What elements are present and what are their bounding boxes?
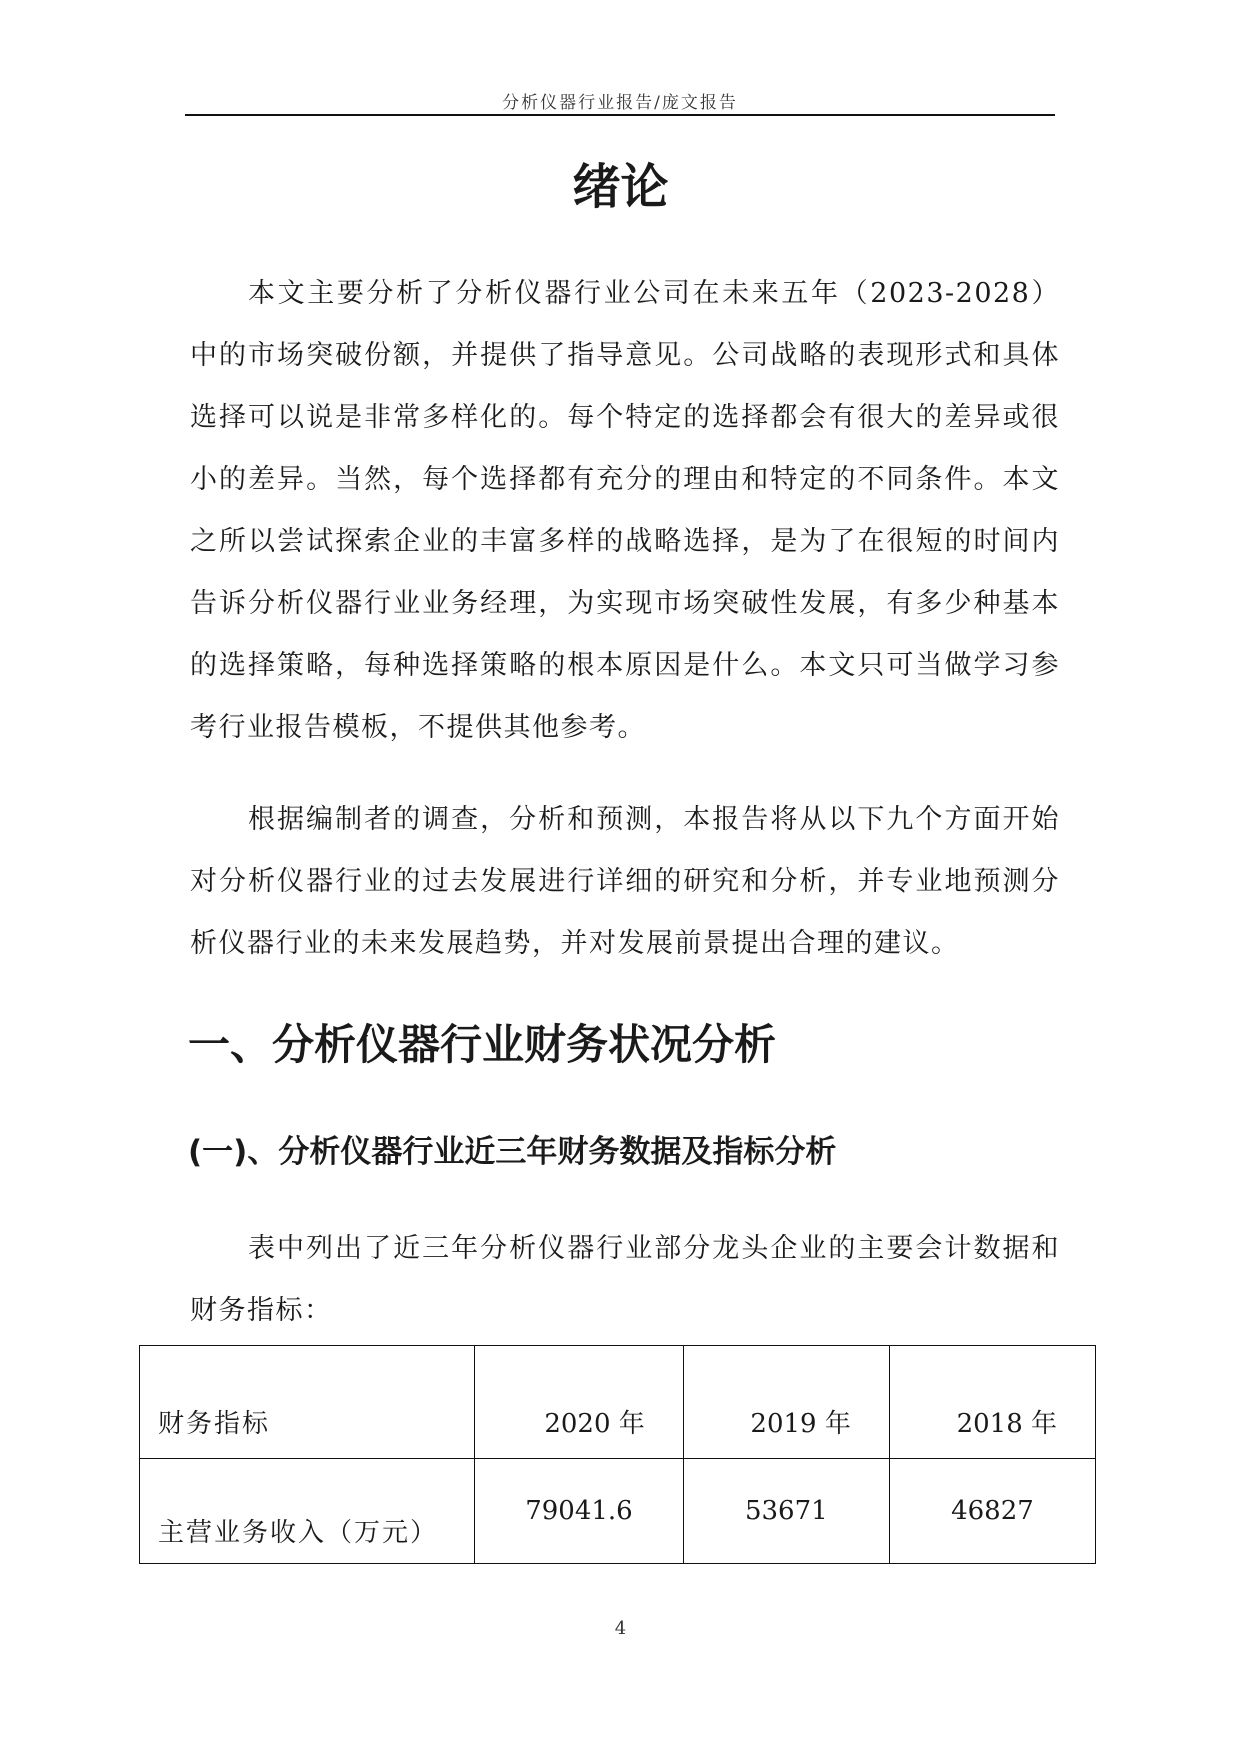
table-intro-paragraph: 表中列出了近三年分析仪器行业部分龙头企业的主要会计数据和财务指标： bbox=[190, 1233, 1060, 1326]
header-cell-2019: 2019 年 bbox=[683, 1346, 889, 1459]
header-cell-2020: 2020 年 bbox=[475, 1346, 684, 1459]
header-cell-2018: 2018 年 bbox=[889, 1346, 1095, 1459]
table-row bbox=[140, 1459, 1096, 1564]
row-cell-indicator: 主营业务收入（万元） bbox=[140, 1459, 475, 1564]
subsection-heading: (一)、分析仪器行业近三年财务数据及指标分析 bbox=[188, 1134, 837, 1170]
row-cell-2020: 79041.6 bbox=[475, 1459, 684, 1564]
intro-paragraph-1: 本文主要分析了分析仪器行业公司在未来五年（2023-2028）中的市场突破份额，并提供了指导意见。公司战略的表现形式和具体选择可以说是非常多样化的。每个特定的选择都会有很大的差异或很小的差异。当然，每个选择都有充分的理由和特定的不同条件。本文之所以尝试探索企业的丰富多样的战略选择，是为了在很短的时间内告诉分析仪器行业业务经理，为实现市场突破性发展，有多少种基本的选择策略，每种选择策略的根本原因是什么。本文只可当做学习参考行业报告模板，不提供其他参考。 bbox=[190, 278, 1060, 743]
row-cell-2018: 46827 bbox=[889, 1459, 1095, 1564]
table-header-row bbox=[140, 1346, 1096, 1459]
section-heading: 一、分析仪器行业财务状况分析 bbox=[188, 1020, 777, 1069]
chapter-title: 绪论 bbox=[572, 159, 669, 215]
header-cell-indicator: 财务指标 bbox=[140, 1346, 475, 1459]
page-number: 4 bbox=[614, 1618, 627, 1639]
row-cell-2019: 53671 bbox=[683, 1459, 889, 1564]
running-header: 分析仪器行业报告/庞文报告 bbox=[502, 93, 738, 113]
intro-paragraph-2: 根据编制者的调查，分析和预测，本报告将从以下九个方面开始对分析仪器行业的过去发展进行详细的研究和分析，并专业地预测分析仪器行业的未来发展趋势，并对发展前景提出合理的建议。 bbox=[190, 804, 1060, 959]
financial-indicators-table bbox=[139, 1345, 1096, 1564]
header-divider bbox=[185, 114, 1055, 116]
